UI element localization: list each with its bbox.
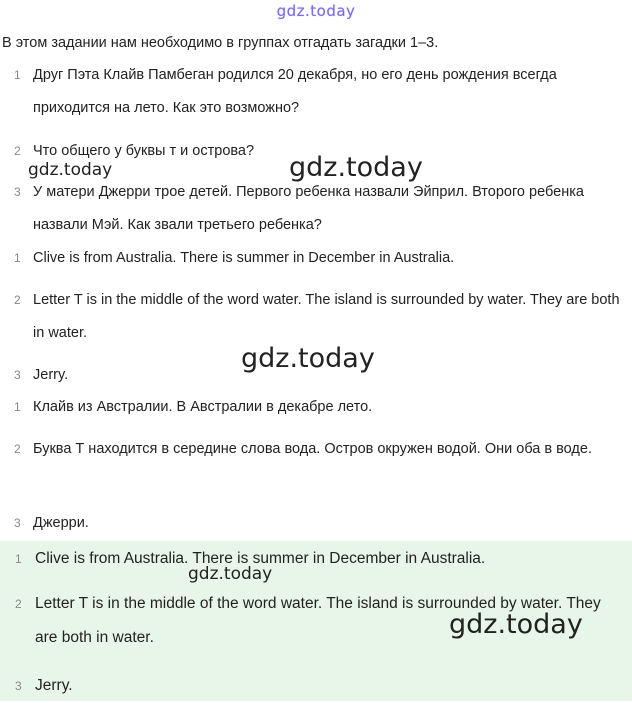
item-text: Letter T is in the middle of the word water. The island is surrounded by water. They are both in water. <box>33 292 620 341</box>
site-logo[interactable]: gdz.today <box>276 2 356 20</box>
watermark: gdz.today <box>188 564 273 584</box>
item-text: Друг Пэта Клайв Памбеган родился 20 декабря, но его день рождения всегда приходится на лето. Как это возможно? <box>33 67 557 116</box>
item-text: Что общего у буквы т и острова? <box>33 143 255 159</box>
item-text: Letter T is in the middle of the word water. The island is surrounded by water. They are both in water. <box>35 595 601 646</box>
item-text: Джерри. <box>33 515 89 531</box>
item-number: 3 <box>14 368 21 382</box>
item-number: 2 <box>14 144 21 158</box>
watermark: gdz.today <box>289 152 423 183</box>
item-text: Jerry. <box>33 367 69 383</box>
item-text: Clive is from Australia. There is summer in December in Australia. <box>33 250 455 266</box>
item-number: 1 <box>14 251 21 265</box>
item-text: Clive is from Australia. There is summer in December in Australia. <box>35 550 486 567</box>
item-number: 2 <box>14 442 21 456</box>
intro-text: В этом задании нам необходимо в группах отгадать загадки 1–3. <box>2 35 439 51</box>
watermark: gdz.today <box>241 343 375 374</box>
item-number: 2 <box>14 293 21 307</box>
item-text: Jerry. <box>35 677 73 694</box>
item-text: У матери Джерри трое детей. Первого ребенка назвали Эйприл. Второго ребенка назвали Мэй. Как звали третьего ребенка? <box>33 184 584 233</box>
watermark: gdz.today <box>28 160 113 180</box>
watermark: gdz.today <box>449 609 583 640</box>
item-text: Клайв из Австралии. В Австралии в декабре лето. <box>33 399 373 415</box>
item-number: 1 <box>15 552 22 566</box>
item-text: Буква Т находится в середине слова вода. Остров окружен водой. Они оба в воде. <box>33 441 592 457</box>
item-number: 3 <box>14 516 21 530</box>
item-number: 3 <box>15 679 22 693</box>
item-number: 1 <box>14 68 21 82</box>
item-number: 1 <box>14 400 21 414</box>
item-number: 3 <box>14 185 21 199</box>
item-number: 2 <box>15 597 22 611</box>
